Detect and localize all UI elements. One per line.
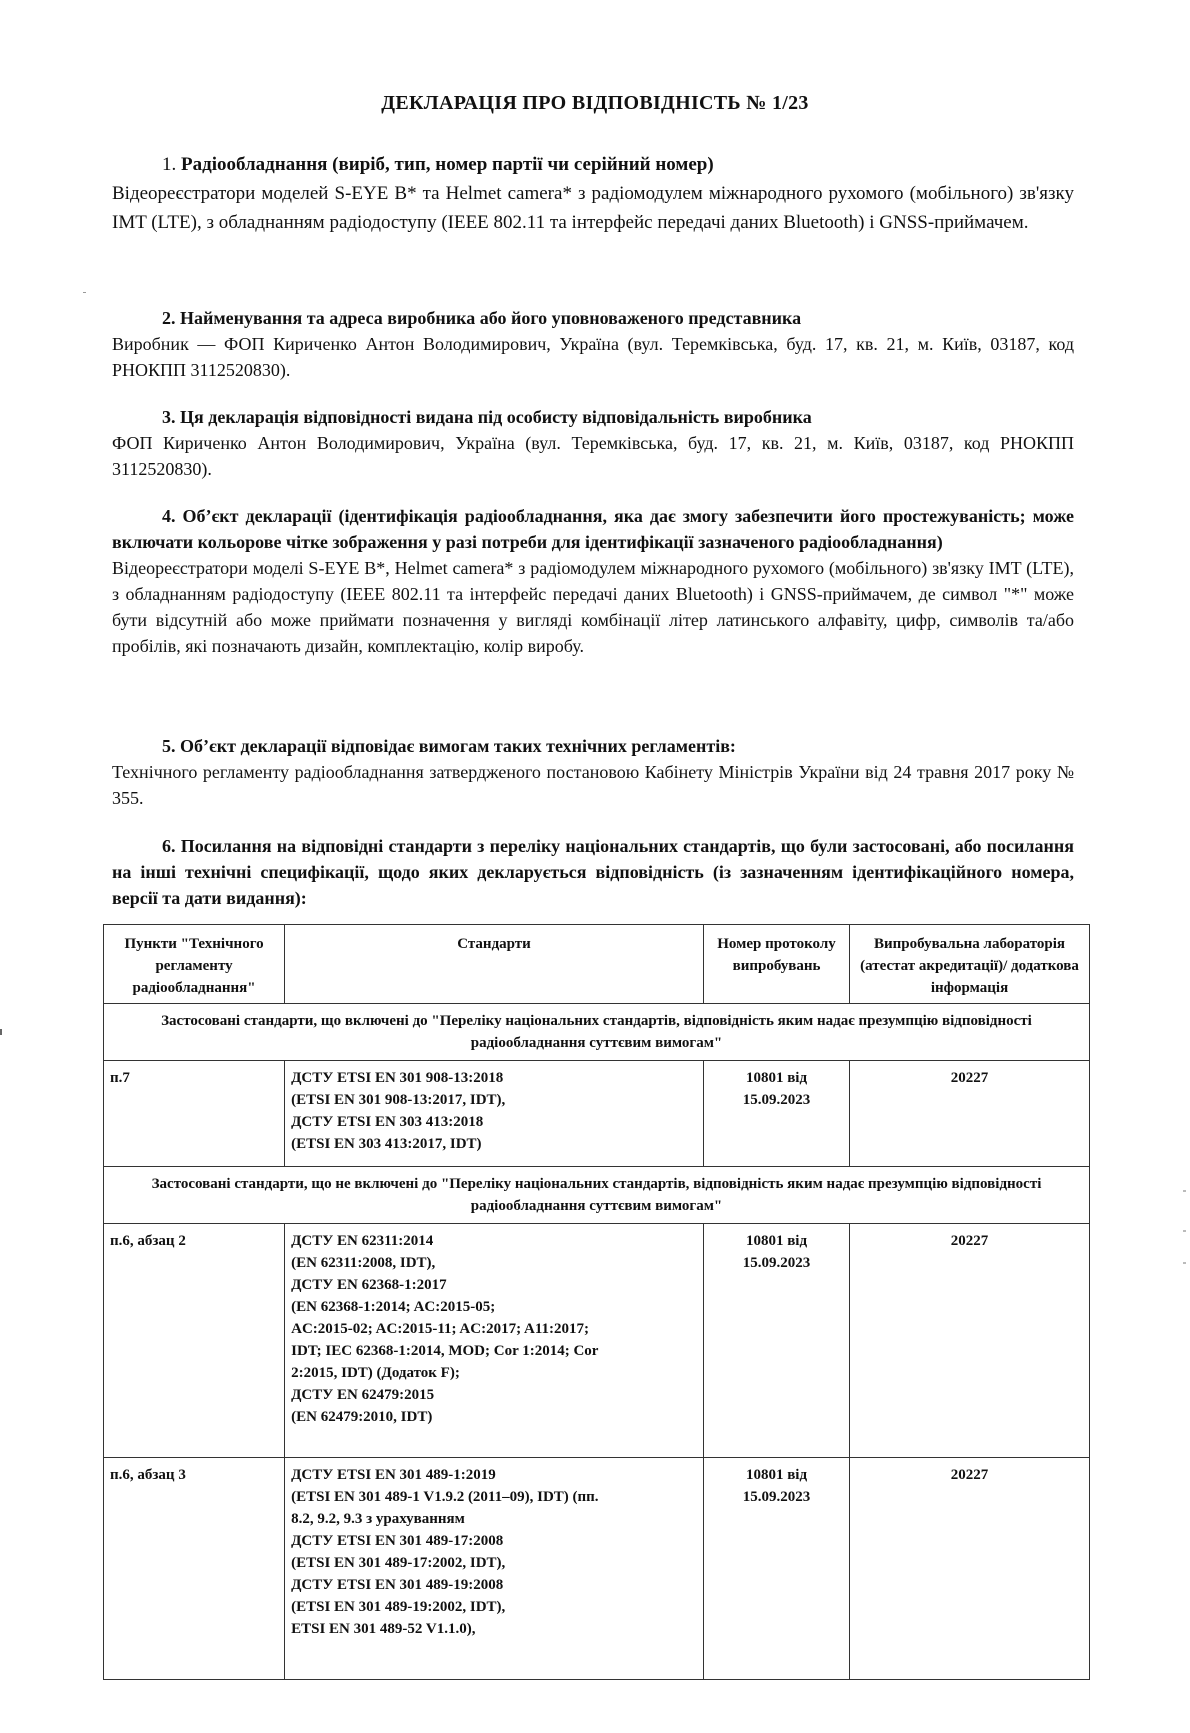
- group-2-title: Застосовані стандарти, що не включені до "Переліку національних стандартів, відповідність яким надає презумпцію відповідності радіообладнання суттєвим вимогам": [104, 1167, 1090, 1224]
- row-standards: ДСТУ ETSI EN 301 489-1:2019 (ETSI EN 301 489-1 V1.9.2 (2011–09), IDT) (пп. 8.2, 9.2, 9.3 з урахуванням ДСТУ ETSI EN 301 489-17:2008 (ETSI EN 301 489-17:2002, IDT), ДСТУ ETSI EN 301 489-19:2008 (ETSI EN 301 489-19:2002, IDT), ETSI EN 301 489-52 V1.1.0),: [285, 1458, 704, 1680]
- header-lab: Випробувальна лабораторія (атестат акредитації)/ додаткова інформація: [850, 925, 1090, 1004]
- section-1: [112, 150, 1074, 237]
- row-clause: п.6, абзац 2: [104, 1224, 285, 1458]
- scan-noise: [1183, 1262, 1186, 1264]
- standards-table: [103, 924, 1090, 1680]
- header-standards: Стандарти: [285, 925, 704, 1004]
- section-3-text: ФОП Кириченко Антон Володимирович, Україна (вул. Теремківська, буд. 17, кв. 21, м. Київ, 03187, код РНОКПП 3112520830).: [112, 433, 1074, 479]
- row-lab: 20227: [850, 1224, 1090, 1458]
- section-6-heading: 6. Посилання на відповідні стандарти з переліку національних стандартів, що були застосовані, або посилання на інші технічні специфікації, щодо яких декларується відповідність (із зазначенням ідентифікаційного номера, версії та дати видання):: [112, 836, 1074, 908]
- section-5-heading: 5. Об’єкт декларації відповідає вимогам таких технічних регламентів:: [162, 736, 736, 756]
- scan-mark: [83, 292, 86, 293]
- row-protocol: 10801 від 15.09.2023: [703, 1061, 849, 1167]
- scan-noise: [1183, 1190, 1186, 1192]
- group-row: [104, 1004, 1090, 1061]
- row-clause: п.6, абзац 3: [104, 1458, 285, 1680]
- row-standards: ДСТУ ETSI EN 301 908-13:2018 (ETSI EN 301 908-13:2017, IDT), ДСТУ ETSI EN 303 413:2018 (ETSI EN 303 413:2017, IDT): [285, 1061, 704, 1167]
- row-protocol: 10801 від 15.09.2023: [703, 1224, 849, 1458]
- section-4: [112, 503, 1074, 659]
- section-6: [112, 833, 1074, 911]
- scan-noise: [1183, 1230, 1186, 1232]
- section-2-text: Виробник — ФОП Кириченко Антон Володимирович, Україна (вул. Теремківська, буд. 17, кв. 21, м. Київ, 03187, код РНОКПП 3112520830).: [112, 334, 1074, 380]
- section-5: [112, 733, 1074, 811]
- section-2-heading: 2. Найменування та адреса виробника або його уповноваженого представника: [162, 308, 802, 328]
- section-1-heading: 1. Радіообладнання (виріб, тип, номер партії чи серійний номер): [162, 154, 714, 175]
- row-clause: п.7: [104, 1061, 285, 1167]
- table-row: [104, 1061, 1090, 1167]
- section-4-heading: 4. Об’єкт декларації (ідентифікація радіообладнання, яка дає змогу забезпечити його простежуваність; може включати кольорове чітке зображення у разі потреби для ідентифікації зазначеного радіообладнання): [112, 506, 1074, 552]
- row-protocol: 10801 від 15.09.2023: [703, 1458, 849, 1680]
- table-header-row: [104, 925, 1090, 1004]
- group-row: [104, 1167, 1090, 1224]
- table-row: [104, 1224, 1090, 1458]
- section-1-text: Відеореєстратори моделей S-EYE B* та Helmet camera* з радіомодулем міжнародного рухомого (мобільного) зв'язку IMT (LTE), з обладнанням радіодоступу (IEEE 802.11 та інтерфейс передачі даних Bluetooth) і GNSS-приймачем.: [112, 183, 1074, 233]
- header-protocol: Номер протоколу випробувань: [703, 925, 849, 1004]
- section-3: [112, 404, 1074, 482]
- row-lab: 20227: [850, 1458, 1090, 1680]
- section-4-text: Відеореєстратори моделі S-EYE B*, Helmet camera* з радіомодулем міжнародного рухомого (мобільного) зв'язку IMT (LTE), з обладнанням радіодоступу (IEEE 802.11 та інтерфейс передачі даних Bluetooth) і GNSS-приймачем, де символ "*" може бути відсутній або може приймати позначення у вигляді комбінації літер латинського алфавіту, цифр, символів та/або пробілів, які позначають дизайн, комплектацію, колір виробу.: [112, 558, 1074, 656]
- section-5-text: Технічного регламенту радіообладнання затвердженого постановою Кабінету Міністрів України від 24 травня 2017 року № 355.: [112, 762, 1074, 808]
- table-row: [104, 1458, 1090, 1680]
- row-lab: 20227: [850, 1061, 1090, 1167]
- group-1-title: Застосовані стандарти, що включені до "Переліку національних стандартів, відповідність яким надає презумпцію відповідності радіообладнання суттєвим вимогам": [104, 1004, 1090, 1061]
- row-standards: ДСТУ EN 62311:2014 (EN 62311:2008, IDT), ДСТУ EN 62368-1:2017 (EN 62368-1:2014; AC:2015-05; AC:2015-02; AC:2015-11; AC:2017; A11:2017; IDT; IEC 62368-1:2014, MOD; Cor 1:2014; Cor 2:2015, IDT) (Додаток F); ДСТУ EN 62479:2015 (EN 62479:2010, IDT): [285, 1224, 704, 1458]
- section-2: [112, 305, 1074, 383]
- scan-mark: [0, 1029, 2, 1035]
- document-title: ДЕКЛАРАЦІЯ ПРО ВІДПОВІДНІСТЬ № 1/23: [381, 92, 809, 114]
- section-3-heading: 3. Ця декларація відповідності видана під особисту відповідальність виробника: [162, 407, 812, 427]
- header-clauses: Пункти "Технічного регламенту радіообладнання": [104, 925, 285, 1004]
